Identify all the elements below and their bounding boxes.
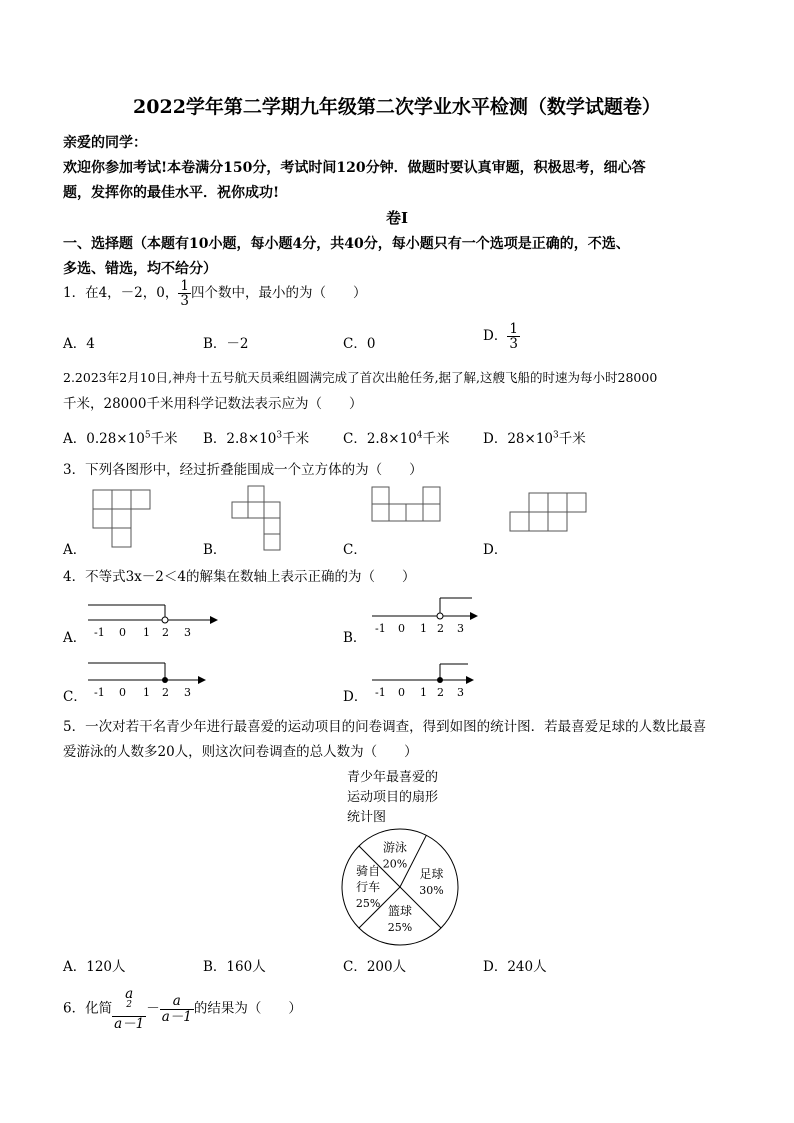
q5-option-b[interactable]: B．160人 (203, 959, 266, 975)
q3-option-a[interactable]: A． (63, 542, 87, 558)
svg-text:3: 3 (457, 622, 464, 635)
q1-frac-den: 3 (180, 293, 189, 310)
greeting: 亲爱的同学： (63, 135, 147, 151)
cube-net-a (93, 490, 153, 540)
pie-title-line-2: 运动项目的扇形 (347, 790, 439, 805)
pie-slice-label: 20% (382, 857, 408, 871)
q6-stem-a: 6．化简 (63, 1000, 113, 1017)
q1-option-a[interactable]: A．4 (63, 336, 95, 352)
pie-slice-label: 30% (419, 884, 444, 898)
q4-option-c[interactable]: C． (63, 689, 87, 705)
svg-text:-1: -1 (375, 622, 386, 635)
svg-text:1: 1 (143, 686, 150, 699)
q3-option-b[interactable]: B． (203, 542, 227, 558)
q3-option-d[interactable]: D． (483, 542, 508, 558)
q2-option-c[interactable]: C．$2.8\times 10^4$千米 (343, 430, 450, 447)
svg-text:0: 0 (119, 626, 126, 639)
pie-slice-label: 游泳 (383, 840, 408, 855)
pie-slice-label: 25% (387, 920, 413, 934)
q2-option-d[interactable]: D．$28\times 10^3$千米 (483, 430, 586, 447)
q2-option-a[interactable]: A．$0.28\times 10^5$千米 (63, 430, 178, 447)
q1-option-b[interactable]: B．－2 (203, 336, 249, 352)
number-line-d (372, 660, 482, 702)
volume-label: 卷Ⅰ (385, 209, 409, 227)
q5-option-a[interactable]: A．120人 (63, 959, 126, 975)
q1-d-frac-num: 1 (509, 321, 518, 337)
svg-text:2: 2 (437, 686, 444, 699)
cube-net-c (372, 487, 442, 527)
q4-option-b[interactable]: B． (343, 630, 367, 646)
svg-text:1: 1 (420, 686, 427, 699)
q6-stem: 6．化简 a $^2$ a－1 － $\frac{a}{a-1}$ 的结果为（ ） (63, 986, 302, 1032)
svg-text:2: 2 (162, 686, 169, 699)
q6-minus: － (146, 1000, 160, 1017)
q1-option-d[interactable] (483, 322, 520, 351)
q1-d-frac-den: 3 (509, 336, 518, 353)
q1-stem-a: 1．在4，－2，0， (63, 285, 179, 302)
q4-stem: 4．不等式3x－2＜4的解集在数轴上表示正确的为（ ） (63, 569, 416, 585)
page-title: 2022学年第二学期九年级第二次学业水平检测（数学试题卷） (133, 96, 661, 118)
svg-text:1: 1 (143, 626, 150, 639)
pie-chart-title (347, 768, 438, 828)
q4-option-d[interactable]: D． (343, 689, 368, 705)
q5-option-c[interactable]: C．200人 (343, 959, 407, 975)
svg-text:3: 3 (184, 626, 191, 639)
q2-line-1: 2.2023年2月10日,神舟十五号航天员乘组圆满完成了首次出舱任务,据了解,这艘飞船的时速为每小时28000 (63, 370, 658, 385)
svg-text:-1: -1 (94, 686, 105, 699)
q3-option-c[interactable]: C． (343, 542, 367, 558)
pie-slice-label: 篮球 (387, 903, 413, 918)
svg-text:1: 1 (420, 622, 427, 635)
fraction-one-third (178, 279, 191, 308)
q4-option-a[interactable]: A． (63, 630, 87, 646)
question-1-stem (63, 279, 366, 308)
q2-option-b[interactable]: B．$2.8\times 10^3$千米 (203, 430, 310, 447)
svg-text:-1: -1 (94, 626, 105, 639)
svg-text:3: 3 (457, 686, 464, 699)
q5-line-1: 5．一次对若干名青少年进行最喜爱的运动项目的问卷调查，得到如图的统计图．若最喜爱足球的人数比最喜 (63, 719, 707, 735)
pie-chart (339, 826, 461, 948)
pie-slice-label: 25% (355, 897, 381, 910)
q1-frac-num: 1 (180, 278, 189, 294)
q2-line-2: 千米，28000千米用科学记数法表示应为（ ） (63, 396, 363, 412)
svg-text:0: 0 (398, 686, 405, 699)
pie-slice-label: 足球 (419, 867, 444, 882)
section-1-heading-line-2: 多选、错选，均不给分） (63, 261, 217, 277)
intro-line-2: 题，发挥你的最佳水平．祝你成功! (63, 185, 280, 201)
q6-stem-b: 的结果为（ ） (193, 1000, 302, 1017)
q1-stem-b: 四个数中，最小的为（ ） (190, 285, 367, 302)
svg-text:0: 0 (398, 622, 405, 635)
cube-net-d (510, 493, 590, 533)
number-line-b (372, 596, 482, 638)
number-line-a (88, 600, 218, 642)
pie-slice-label: 行车 (356, 880, 381, 894)
q3-stem: 3．下列各图形中，经过折叠能围成一个立方体的为（ ） (63, 462, 423, 478)
pie-title-line-3: 统计图 (347, 810, 387, 825)
pie-slice-label: 骑自 (356, 864, 381, 878)
cube-net-b (232, 486, 292, 546)
section-1-heading-line-1: 一、选择题（本题有10小题，每小题4分，共40分，每小题只有一个选项是正确的，不选、 (63, 236, 630, 252)
svg-text:3: 3 (184, 686, 191, 699)
number-line-c (88, 660, 218, 702)
pie-title-line-1: 青少年最喜爱的 (347, 770, 439, 785)
q1-option-c[interactable]: C．0 (343, 336, 376, 352)
svg-text:0: 0 (119, 686, 126, 699)
q5-line-2: 爱游泳的人数多20人，则这次问卷调查的总人数为（ ） (63, 744, 418, 760)
svg-text:-1: -1 (375, 686, 386, 699)
q5-option-d[interactable]: D．240人 (483, 959, 547, 975)
q1-option-d-label: D． (483, 328, 508, 345)
svg-text:2: 2 (437, 622, 444, 635)
svg-text:2: 2 (162, 626, 169, 639)
intro-line-1: 欢迎你参加考试!本卷满分150分，考试时间120分钟．做题时要认真审题，积极思考，细心答 (63, 160, 646, 176)
